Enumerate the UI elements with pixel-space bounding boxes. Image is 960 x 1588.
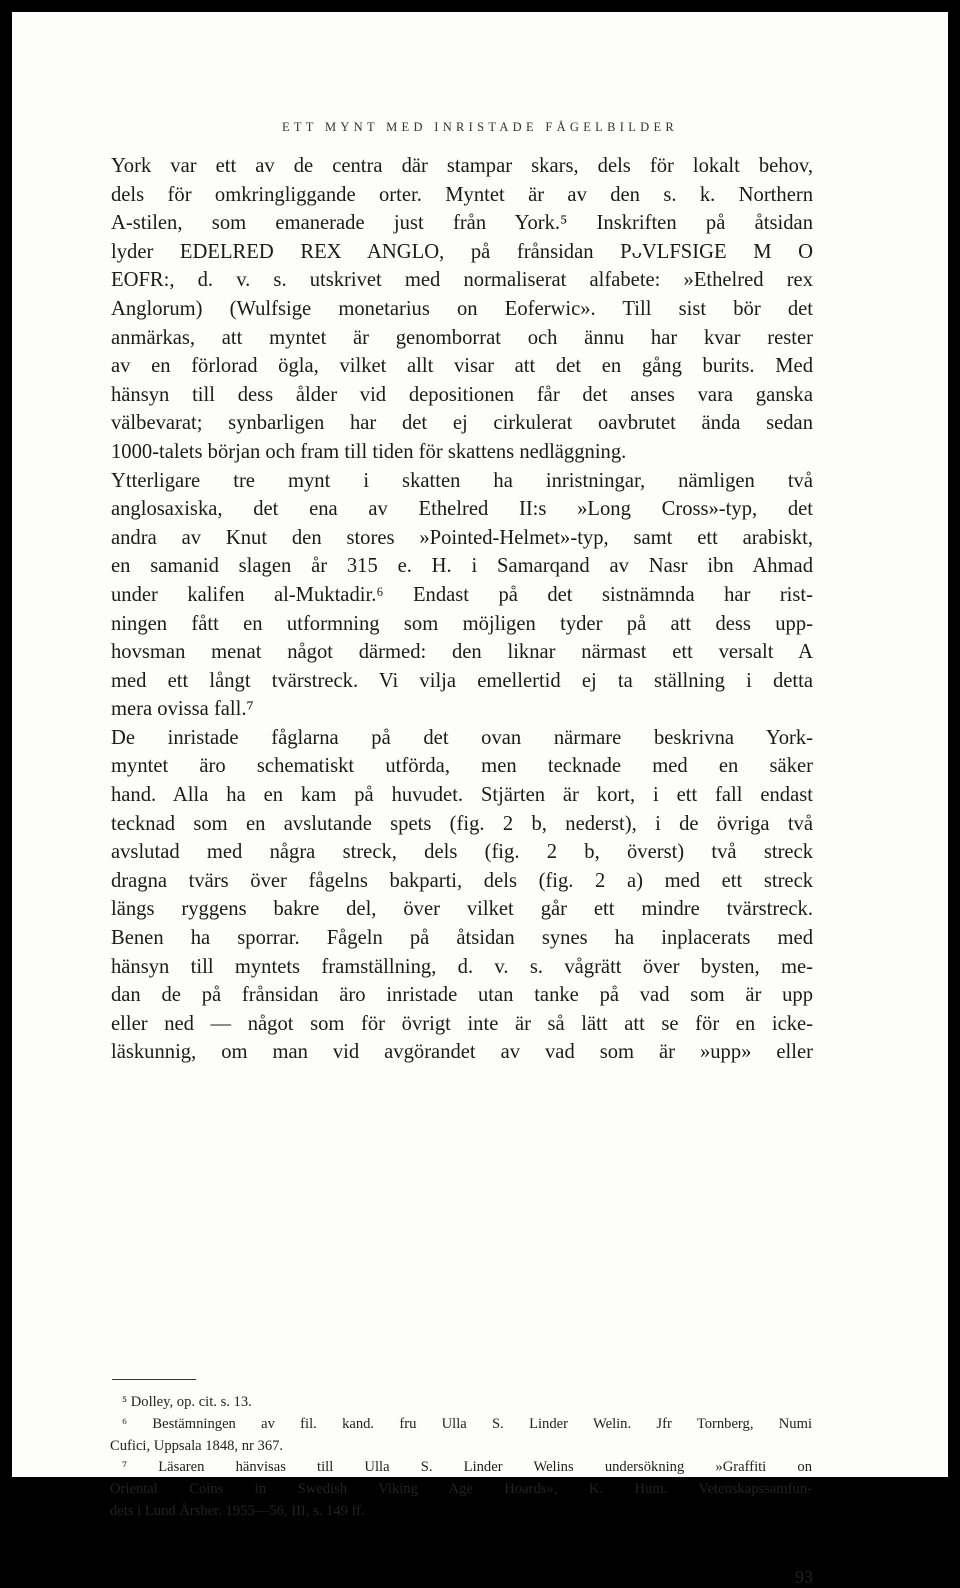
text-line: ningen fått en utformning som möjligen tyder på att dess upp-: [111, 612, 813, 635]
text-line: Benen ha sporrar. Fågeln på åtsidan synes ha inplacerats med: [111, 927, 813, 950]
text-line: mera ovissa fall.⁷: [111, 698, 254, 721]
body-text: [111, 152, 813, 1067]
text-line: myntet äro schematiskt utförda, men tecknade med en säker: [111, 755, 813, 778]
text-line: EOFR:, d. v. s. utskrivet med normaliserat alfabete: »Ethelred rex: [111, 269, 813, 292]
text-line: Anglorum) (Wulfsige monetarius on Eoferwic». Till sist bör det: [111, 297, 813, 320]
footnote-divider: [112, 1379, 196, 1380]
text-line: andra av Knut den stores »Pointed-Helmet»-typ, samt ett arabiskt,: [111, 526, 813, 549]
running-header: ETT MYNT MED INRISTADE FÅGELBILDER: [281, 120, 679, 134]
footnote-line: Oriental Coins in Swedish Viking Age Hoards», K. Hum. Vetenskapssamfun-: [110, 1481, 812, 1498]
footnote-line: dets i Lund Årsber. 1955—56, III, s. 149 ff.: [110, 1502, 365, 1519]
text-line: hovsman menat något därmed: den liknar närmast ett versalt A: [111, 641, 813, 664]
text-line: 1000-talets början och fram till tiden för skattens nedläggning.: [111, 440, 627, 463]
text-line: A-stilen, som emanerade just från York.⁵ Inskriften på åtsidan: [111, 212, 813, 235]
footnote-line: ⁷ Läsaren hänvisas till Ulla S. Linder Welins undersökning »Graffiti on: [122, 1459, 812, 1476]
text-line: av en förlorad ögla, vilket allt visar att det en gång burits. Med: [111, 355, 813, 378]
text-line: dragna tvärs över fågelns bakparti, dels (fig. 2 a) med ett streck: [111, 869, 813, 892]
text-line: välbevarat; synbarligen har det ej cirkulerat oavbrutet ända sedan: [111, 412, 813, 435]
book-page: [12, 12, 948, 1587]
text-line: lyder EDELRED REX ANGLO, på frånsidan PᴗVLFSIGE M O: [111, 240, 813, 263]
footnotes: [110, 1392, 812, 1523]
text-line: läskunnig, om man vid avgörandet av vad som är »upp» eller: [111, 1041, 813, 1064]
text-line: hänsyn till dess ålder vid depositionen får det anses vara ganska: [111, 383, 813, 406]
page-number: 93: [795, 1567, 813, 1587]
text-line: dan de på frånsidan äro inristade utan tanke på vad som är upp: [111, 984, 813, 1007]
text-line: hand. Alla ha en kam på huvudet. Stjärten är kort, i ett fall endast: [111, 784, 813, 807]
text-line: De inristade fåglarna på det ovan närmare beskrivna York-: [111, 726, 813, 749]
footnote-line: ⁶ Bestämningen av fil. kand. fru Ulla S. Linder Welin. Jfr Tornberg, Numi: [122, 1415, 812, 1432]
text-line: anmärkas, att myntet är genomborrat och ännu har kvar rester: [111, 326, 813, 349]
text-line: dels för omkringliggande orter. Myntet är av den s. k. Northern: [111, 183, 813, 206]
text-line: avslutad med några streck, dels (fig. 2 b, överst) två streck: [111, 841, 813, 864]
text-line: under kalifen al-Muktadir.⁶ Endast på det sistnämnda har rist-: [111, 583, 813, 606]
text-line: eller ned — något som för övrigt inte är så lätt att se för en icke-: [111, 1012, 813, 1035]
text-line: Ytterligare tre mynt i skatten ha inristningar, nämligen två: [111, 469, 813, 492]
text-line: hänsyn till myntets framställning, d. v. s. vågrätt över bysten, me-: [111, 955, 813, 978]
text-line: med ett långt tvärstreck. Vi vilja emellertid ej ta ställning i detta: [111, 669, 813, 692]
text-line: York var ett av de centra där stampar skars, dels för lokalt behov,: [111, 155, 813, 177]
footnote-line: Cufici, Uppsala 1848, nr 367.: [110, 1437, 284, 1454]
text-line: tecknad som en avslutande spets (fig. 2 b, nederst), i de övriga två: [111, 812, 813, 835]
text-line: en samanid slagen år 315 e. H. i Samarqand av Nasr ibn Ahmad: [111, 555, 813, 578]
text-line: längs ryggens bakre del, över vilket går ett mindre tvärstreck.: [111, 898, 813, 921]
text-line: anglosaxiska, det ena av Ethelred II:s »Long Cross»-typ, det: [111, 498, 813, 521]
footnote-line: ⁵ Dolley, op. cit. s. 13.: [122, 1394, 252, 1410]
